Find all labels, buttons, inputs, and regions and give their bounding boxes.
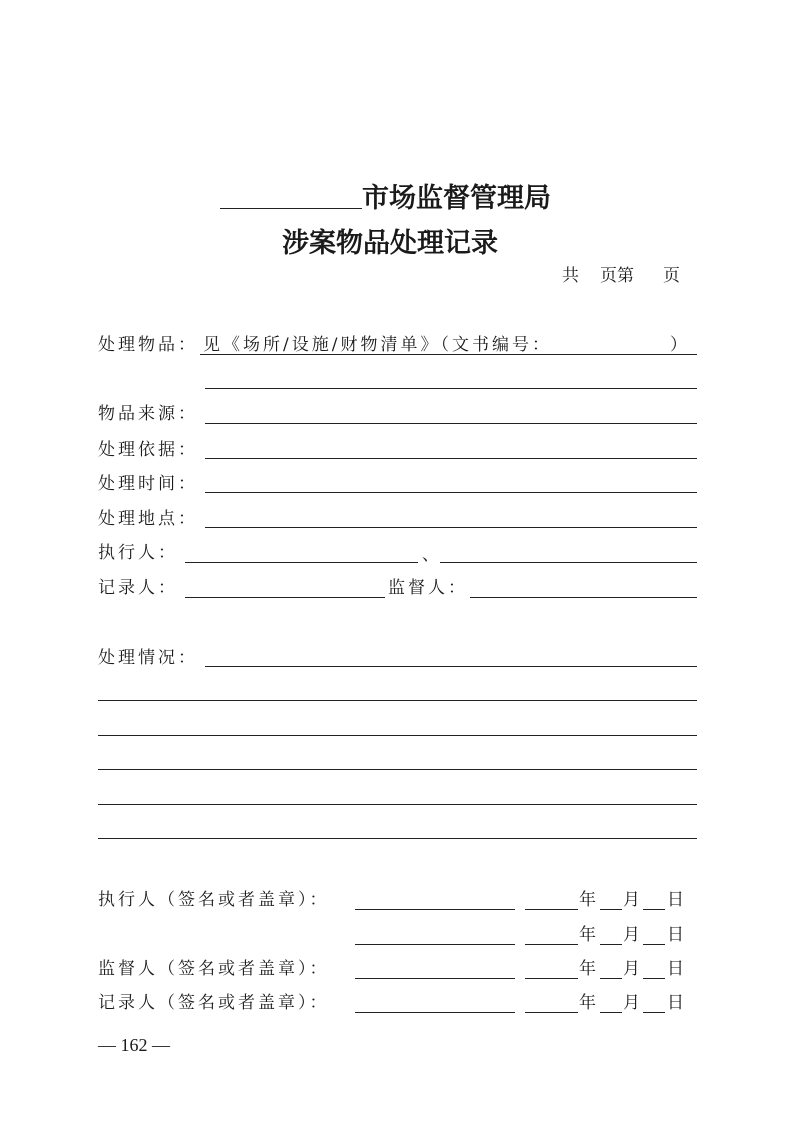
signature-field[interactable] xyxy=(355,944,515,945)
month-field[interactable] xyxy=(600,944,622,945)
items-field[interactable] xyxy=(200,354,697,355)
day-label: 日 xyxy=(667,993,684,1013)
page-count-total: 共 xyxy=(562,266,579,286)
month-field[interactable] xyxy=(600,978,622,979)
day-field[interactable] xyxy=(643,944,665,945)
page-number: — 162 — xyxy=(98,1035,170,1055)
executor-field-2[interactable] xyxy=(440,562,697,563)
day-label: 日 xyxy=(667,925,684,945)
items-close: ） xyxy=(670,335,690,355)
day-field[interactable] xyxy=(643,1012,665,1013)
year-label: 年 xyxy=(579,993,596,1013)
recorder-sign-label: 记录人（签名或者盖章）： xyxy=(98,993,330,1013)
year-field[interactable] xyxy=(525,944,578,945)
month-label: 月 xyxy=(623,890,640,910)
items-value: 见《场所/设施/财物清单》（文书编号： xyxy=(203,335,552,355)
source-label: 物品来源： xyxy=(98,404,198,424)
supervisor-label: 监督人： xyxy=(388,578,468,598)
recorder-label: 记录人： xyxy=(98,578,178,598)
items-label: 处理物品： xyxy=(98,335,198,355)
month-field[interactable] xyxy=(600,909,622,910)
situation-line[interactable] xyxy=(98,804,697,805)
signature-field[interactable] xyxy=(355,1012,515,1013)
year-field[interactable] xyxy=(525,978,578,979)
signature-field[interactable] xyxy=(355,909,515,910)
day-label: 日 xyxy=(667,959,684,979)
executor-separator: 、 xyxy=(422,545,442,565)
situation-field[interactable] xyxy=(205,666,697,667)
time-field[interactable] xyxy=(205,492,697,493)
place-label: 处理地点： xyxy=(98,509,198,529)
doc-title: 涉案物品处理记录 xyxy=(282,228,498,259)
month-label: 月 xyxy=(623,959,640,979)
page-count-mid: 页第 xyxy=(600,266,634,286)
page-count-suffix: 页 xyxy=(663,266,680,286)
supervisor-sign-label: 监督人（签名或者盖章）： xyxy=(98,959,330,979)
situation-line[interactable] xyxy=(98,700,697,701)
year-field[interactable] xyxy=(525,1012,578,1013)
year-label: 年 xyxy=(579,925,596,945)
agency-title: 市场监督管理局 xyxy=(362,183,551,214)
recorder-field[interactable] xyxy=(185,597,385,598)
basis-label: 处理依据： xyxy=(98,440,198,460)
agency-name-blank[interactable] xyxy=(220,208,362,209)
month-label: 月 xyxy=(623,925,640,945)
day-field[interactable] xyxy=(643,978,665,979)
situation-label: 处理情况： xyxy=(98,648,198,668)
executor-sign-label: 执行人（签名或者盖章）： xyxy=(98,890,330,910)
year-label: 年 xyxy=(579,959,596,979)
month-field[interactable] xyxy=(600,1012,622,1013)
day-field[interactable] xyxy=(643,909,665,910)
executor-field-1[interactable] xyxy=(185,562,418,563)
day-label: 日 xyxy=(667,890,684,910)
supervisor-field[interactable] xyxy=(470,597,697,598)
year-field[interactable] xyxy=(525,909,578,910)
basis-field[interactable] xyxy=(205,458,697,459)
situation-line[interactable] xyxy=(98,769,697,770)
signature-field[interactable] xyxy=(355,978,515,979)
situation-line[interactable] xyxy=(98,735,697,736)
year-label: 年 xyxy=(579,890,596,910)
time-label: 处理时间： xyxy=(98,474,198,494)
month-label: 月 xyxy=(623,993,640,1013)
place-field[interactable] xyxy=(205,527,697,528)
items-field-line2[interactable] xyxy=(205,388,697,389)
source-field[interactable] xyxy=(205,423,697,424)
situation-line[interactable] xyxy=(98,838,697,839)
executor-label: 执行人： xyxy=(98,543,178,563)
